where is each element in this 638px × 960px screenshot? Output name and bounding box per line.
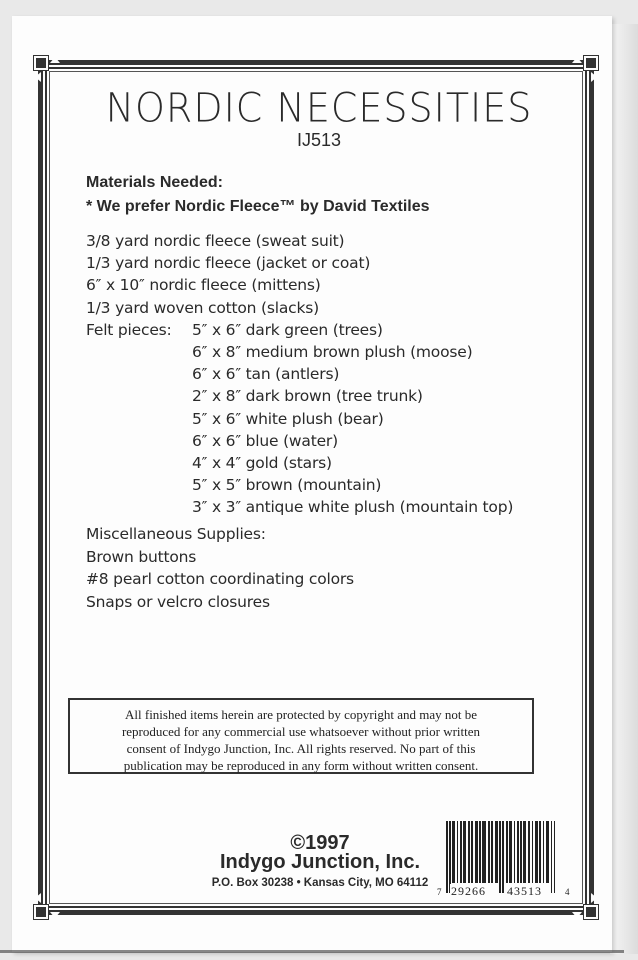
felt-row [86,408,513,430]
copyright-line: publication may be reproduced in any form without written consent. [123,758,479,773]
triangle-ornament-icon [591,893,597,903]
materials-heading: Materials Needed: [86,174,223,191]
misc-item: Snaps or velcro closures [86,592,270,611]
felt-item: 3″ x 3″ antique white plush (mountain top) [192,498,514,517]
misc-item: #8 pearl cotton coordinating colors [86,570,354,588]
fabric-item: 1/3 yard nordic fleece (jacket or coat) [86,254,371,273]
triangle-ornament-icon [35,72,41,82]
copyright-notice-box [68,698,534,774]
felt-item: 6″ x 6″ tan (antlers) [192,365,340,384]
frame-corner-ornament [34,905,48,919]
misc-item: Brown buttons [86,547,197,566]
felt-label: Felt pieces: [86,320,172,339]
triangle-ornament-icon [50,57,60,63]
frame-corner-ornament [34,56,48,70]
felt-row [86,430,513,452]
publisher-address: P.O. Box 30238 • Kansas City, MO 64112 [211,877,429,889]
frame-corner-ornament [584,56,598,70]
felt-row [86,496,513,518]
felt-item: 6″ x 6″ blue (water) [192,431,338,450]
felt-row [86,452,513,474]
felt-row [86,341,513,363]
triangle-ornament-icon [572,912,582,918]
felt-item: 5″ x 5″ brown (mountain) [192,476,382,495]
felt-item: 6″ x 8″ medium brown plush (moose) [192,342,473,361]
felt-row [86,474,513,496]
misc-heading: Miscellaneous Supplies: [86,525,266,543]
pattern-code: IJ513 [296,130,342,150]
felt-row [86,385,513,407]
triangle-ornament-icon [50,912,60,918]
fabric-item: 3/8 yard nordic fleece (sweat suit) [86,232,345,250]
copyright-line: consent of Indygo Junction, Inc. All rights reserved. No part of this [126,741,476,756]
felt-row [86,319,513,341]
felt-item: 2″ x 8″ dark brown (tree trunk) [192,387,423,406]
felt-row [86,363,513,385]
publisher-name: Indygo Junction, Inc. [220,851,420,873]
triangle-ornament-icon [572,57,582,63]
triangle-ornament-icon [591,72,597,82]
upc-barcode [437,821,570,901]
fabric-item: 1/3 yard woven cotton (slacks) [86,298,319,317]
page-stack-shadow [610,24,638,954]
felt-item: 5″ x 6″ white plush (bear) [192,409,384,428]
page-edge [0,950,624,953]
materials-list [86,230,513,518]
barcode-bars [446,821,570,893]
felt-item: 5″ x 6″ dark green (trees) [192,320,383,339]
barcode-left-group: 29266 [451,884,486,898]
barcode-lead-digit: 7 [437,887,442,897]
materials-note: * We prefer Nordic Fleece™ by David Textiles [86,198,430,215]
barcode-right-group: 43513 [507,884,542,898]
fabric-item: 6″ x 10″ nordic fleece (mittens) [86,276,321,295]
copyright-year: ©1997 [290,832,350,854]
misc-supplies [86,523,354,613]
copyright-line: reproduced for any commercial use whatsoever without prior written [121,724,481,739]
copyright-line: All finished items herein are protected by copyright and may not be [125,707,477,722]
frame-corner-ornament [584,905,598,919]
pattern-title: NORDIC NECESSITIES [105,84,533,132]
triangle-ornament-icon [35,893,41,903]
barcode-trail-digit: 4 [565,887,570,897]
felt-item: 4″ x 4″ gold (stars) [192,453,332,472]
